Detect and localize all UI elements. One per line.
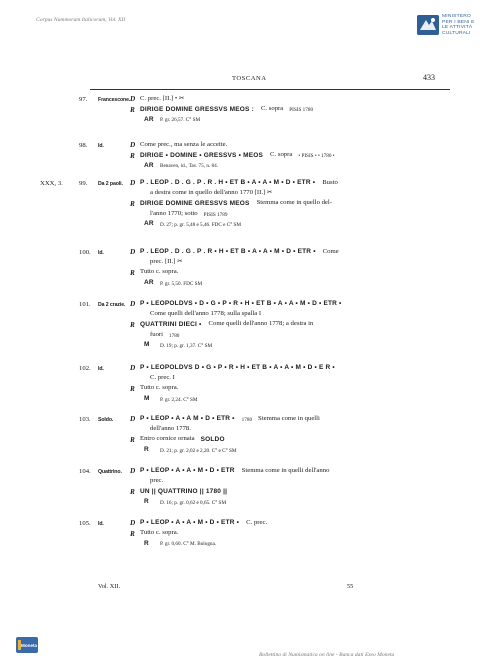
reverse-marker: R bbox=[130, 435, 135, 444]
reverse-marker: R bbox=[130, 487, 135, 496]
metal-marker: M bbox=[144, 341, 150, 349]
reference-text: • PISIS • • 1780 • bbox=[298, 153, 335, 160]
entry-number: 100. bbox=[79, 249, 91, 256]
reference-text: PISIS 1789 bbox=[203, 211, 228, 218]
legend-text: DIRIGE DOMINE GRESSVS MEOS bbox=[140, 199, 250, 207]
description-text: Come bbox=[322, 248, 339, 255]
entry-number: 105. bbox=[79, 520, 91, 527]
series-title: Corpus Nummorum Italicorum, Vol. XII bbox=[36, 17, 126, 23]
coin-denomination: Id. bbox=[98, 365, 104, 372]
description-text: Tutto c. sopra. bbox=[140, 529, 179, 537]
legend-text: P . LEOP . D . G . P . R . H • ET B • A • A • M • D • ETR • bbox=[140, 179, 316, 187]
volume-label: Vol. XII. bbox=[98, 583, 121, 590]
sheet-signature: 55 bbox=[347, 583, 354, 590]
description-text: C. sopra bbox=[270, 151, 293, 159]
legend-text: P • LEOPOLDVS • D • G • P • R • H • ET B • A • A • M • D • ETR • bbox=[140, 300, 342, 308]
reference-text: P. gr. 2,24. C° SM bbox=[160, 396, 198, 403]
entry-number: 101. bbox=[79, 301, 91, 308]
plate-reference: XXX, 3. bbox=[40, 180, 63, 187]
legend-text: DIRIGE DOMINE GRESSVS MEOS : bbox=[140, 105, 254, 113]
reference-text: P. gr. 0,60. C° M. Bologna. bbox=[160, 541, 217, 548]
description-text: C. prec. I bbox=[150, 374, 175, 382]
reference-text: 1780 bbox=[241, 417, 253, 423]
ministry-name bbox=[442, 14, 475, 36]
badge-label: Moneta bbox=[21, 643, 38, 648]
legend-text: P • LEOP • A • A • M • D • ETR bbox=[140, 467, 235, 475]
reference-text: P. gr. 5,50. FDC SM bbox=[160, 280, 203, 287]
logo-line: PER I BENI E bbox=[442, 19, 475, 25]
legend-text: DIRIGE • DOMINE • GRESSVS • MEOS bbox=[140, 151, 264, 159]
moneta-badge bbox=[16, 637, 38, 653]
metal-marker: AR bbox=[144, 279, 154, 287]
reference-text: D. 21; p. gr. 2,02 e 2,20. C° e C° SM bbox=[160, 447, 237, 454]
legend-text: SOLDO bbox=[200, 435, 225, 443]
description-text: C. sopra bbox=[260, 105, 284, 113]
metal-marker: AR bbox=[144, 115, 154, 123]
metal-marker: AR bbox=[144, 220, 154, 228]
reverse-marker: R bbox=[130, 151, 135, 160]
obverse-marker: D bbox=[130, 248, 136, 257]
entry-number: 104. bbox=[79, 468, 91, 475]
entry-number: 103. bbox=[79, 416, 91, 423]
coin-denomination: Da 2 crazie. bbox=[98, 301, 126, 308]
obverse-marker: D bbox=[130, 415, 136, 424]
coin-denomination: Francescone. bbox=[98, 96, 131, 103]
description-text: l'anno 1770; sotto bbox=[150, 209, 198, 217]
reference-text: P. gr. 26,57. C° SM bbox=[160, 117, 201, 124]
description-text: Busto bbox=[322, 179, 338, 186]
description-text: fuori bbox=[150, 330, 163, 338]
coin-denomination: Id. bbox=[98, 142, 104, 149]
metal-marker: R bbox=[144, 539, 149, 547]
description-text: Tutto c. sopra. bbox=[140, 384, 179, 392]
page-number: 433 bbox=[423, 73, 435, 82]
reverse-marker: R bbox=[130, 384, 135, 393]
description-text: C. prec. [II.] • ✂ bbox=[140, 95, 185, 102]
entry-number: 102. bbox=[79, 365, 91, 372]
coin-denomination: Id. bbox=[98, 249, 104, 256]
logo-line: LE ATTIVITÀ bbox=[442, 25, 473, 31]
legend-text: P • LEOPOLDVS D • G • P • R • H • ET B • A • A • M • D • E R • bbox=[140, 364, 335, 372]
description-text: Stemma come in quello del- bbox=[256, 199, 332, 207]
reference-text: 1780 bbox=[169, 332, 180, 339]
obverse-marker: D bbox=[130, 141, 136, 150]
entry-number: 99. bbox=[79, 180, 88, 187]
reference-text: PISIS 1780 bbox=[289, 107, 314, 114]
reverse-marker: R bbox=[130, 199, 135, 208]
reverse-marker: R bbox=[130, 320, 135, 329]
reference-text: D. 19; p. gr. 1,37. C° SM bbox=[160, 342, 213, 349]
reference-text: D. 16; p. gr. 0,62 e 0,65. C° SM bbox=[160, 499, 227, 506]
reverse-marker: R bbox=[130, 529, 135, 538]
description-text: a destra come in quello dell'anno 1770 [II.] ✂ bbox=[150, 189, 273, 197]
description-text: prec. [II.] ✂ bbox=[150, 258, 183, 266]
logo-line: MINISTERO bbox=[442, 14, 471, 19]
reverse-marker: R bbox=[130, 105, 135, 114]
obverse-marker: D bbox=[130, 95, 136, 104]
reverse-marker: R bbox=[130, 268, 135, 277]
legend-text: P • LEOP • A • A • M • D • ETR • bbox=[140, 519, 240, 527]
description-text: Stemma come in quelli dell'anno bbox=[241, 467, 330, 474]
running-head-title: TOSCANA bbox=[232, 75, 267, 82]
reference-text: D. 27; p. gr. 5,48 e 5,46. FDC e C° SM bbox=[160, 221, 242, 228]
obverse-marker: D bbox=[130, 300, 136, 309]
description-text: prec. bbox=[150, 477, 164, 485]
coin-denomination: Da 2 paoli. bbox=[98, 180, 123, 187]
entry-number: 98. bbox=[79, 142, 88, 149]
coin-denomination: Soldo. bbox=[98, 416, 114, 423]
site-footer: Bollettino di Numismatica on line - Banca dati Ezeo Moneta bbox=[259, 652, 395, 658]
reference-text: Benaven, id., Tav. 75, n. 84. bbox=[160, 163, 218, 170]
metal-marker: AR bbox=[144, 161, 154, 169]
logo-line: CULTURALI bbox=[442, 30, 471, 36]
description-text: Entro cornice ornata bbox=[140, 435, 195, 443]
obverse-marker: D bbox=[130, 467, 136, 476]
description-text: Come prec., ma senza le accette. bbox=[140, 141, 228, 148]
description-text: Stemma come in quelli bbox=[258, 415, 320, 422]
metal-marker: R bbox=[144, 446, 149, 454]
description-text: Come quelli dell'anno 1778; a destra in bbox=[208, 320, 314, 328]
description-text: Tutto c. sopra. bbox=[140, 268, 179, 276]
entry-number: 97. bbox=[79, 96, 88, 103]
legend-text: UN || QUATTRINO || 1780 || bbox=[140, 487, 228, 495]
obverse-marker: D bbox=[130, 179, 136, 188]
metal-marker: R bbox=[144, 498, 149, 506]
description-text: dell'anno 1778. bbox=[150, 425, 191, 433]
ministry-logo-icon bbox=[417, 15, 439, 35]
metal-marker: M bbox=[144, 395, 150, 403]
obverse-marker: D bbox=[130, 364, 136, 373]
legend-text: QUATTRINI DIECI • bbox=[140, 320, 202, 328]
coin-denomination: Quattrino. bbox=[98, 468, 122, 475]
legend-text: P • LEOP • A • A M • D • ETR • bbox=[140, 415, 235, 423]
header-rule bbox=[90, 89, 450, 90]
obverse-marker: D bbox=[130, 519, 136, 528]
coin-denomination: Id. bbox=[98, 520, 104, 527]
description-text: Come quelli dell'anno 1778; sulla spalla I bbox=[150, 310, 262, 318]
legend-text: P . LEOP . D . G . P . R • H • ET B • A • A • M • D • ETR • bbox=[140, 248, 316, 256]
description-text: C. prec. bbox=[246, 519, 268, 526]
